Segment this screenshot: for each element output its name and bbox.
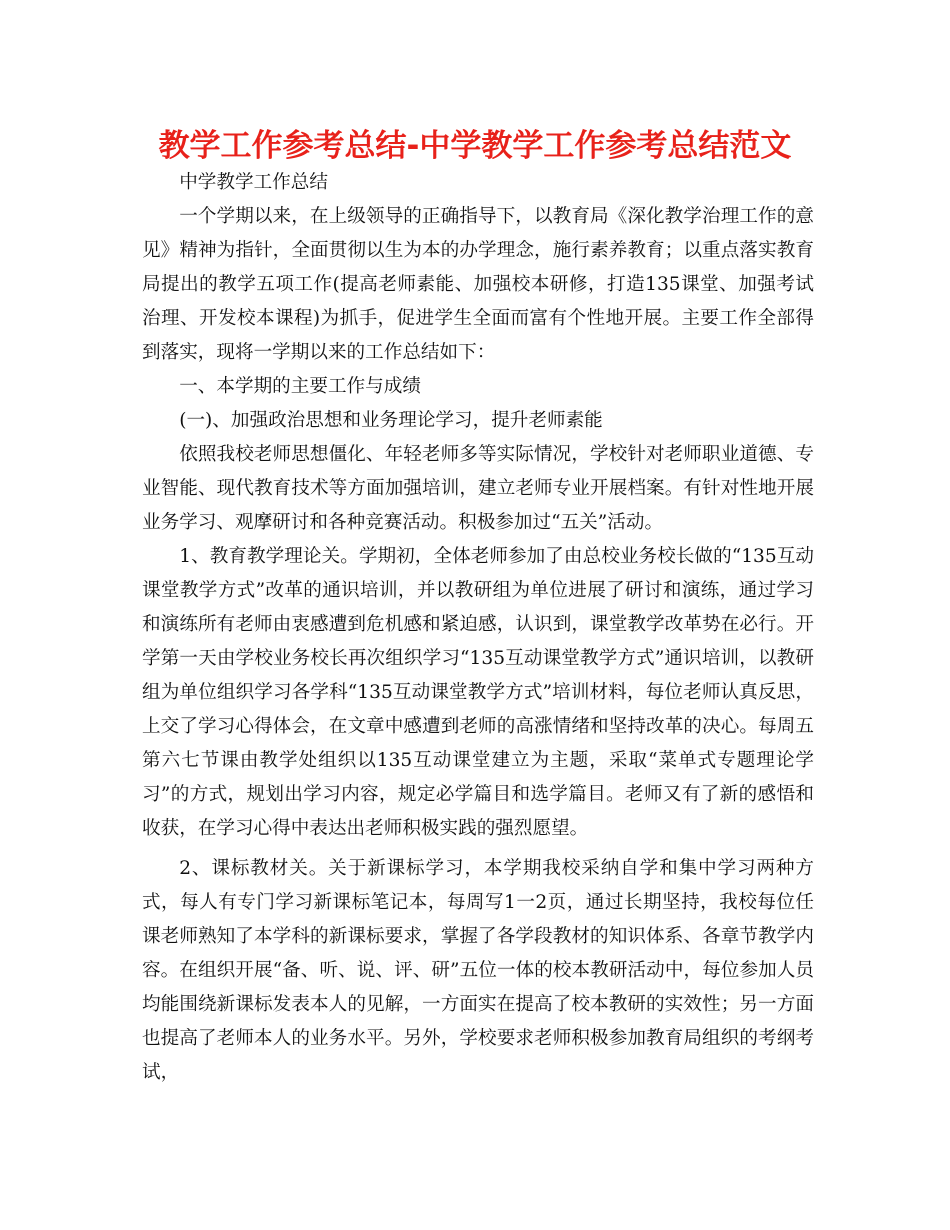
part-heading: 一、本学期的主要工作与成绩 — [179, 376, 421, 397]
document-body — [142, 166, 814, 1090]
section-heading: 中学教学工作总结 — [179, 172, 328, 193]
intro-paragraph: 一个学期以来，在上级领导的正确指导下，以教育局《深化教学治理工作的意见》精神为指针，全面贯彻以生为本的办学理念，施行素养教育；以重点落实教育局提出的教学五项工作(提高老师素能、加强校本研修，打造135课堂、加强考试治理、开发校本课程)为抓手，促进学生全面而富有个性地开展。主要工作全部得到落实，现将一学期以来的工作总结如下： — [142, 206, 814, 363]
body-paragraph: 依照我校老师思想僵化、年轻老师多等实际情况，学校针对老师职业道德、专业智能、现代教育技术等方面加强培训，建立老师专业开展档案。有针对性地开展业务学习、观摩研讨和各种竞赛活动。积极参加过“五关”活动。 — [142, 444, 814, 533]
subsection-heading: (一)、加强政治思想和业务理论学习，提升老师素能 — [179, 410, 603, 431]
item-paragraph-1: 1、教育教学理论关。学期初，全体老师参加了由总校业务校长做的“135互动课堂教学方式”改革的通识培训，并以教研组为单位进展了研讨和演练，通过学习和演练所有老师由衷感遭到危机感和紧迫感，认识到，课堂教学改革势在必行。开学第一天由学校业务校长再次组织学习“135互动课堂教学方式”通识培训，以教研组为单位组织学习各学科“135互动课堂教学方式”培训材料，每位老师认真反思，上交了学习心得体会，在文章中感遭到老师的高涨情绪和坚持改革的决心。每周五第六七节课由教学处组织以135互动课堂建立为主题，采取“菜单式专题理论学习”的方式，规划出学习内容，规定必学篇目和选学篇目。老师又有了新的感悟和收获，在学习心得中表达出老师积极实践的强烈愿望。 — [142, 546, 814, 839]
item-paragraph-2: 2、课标教材关。关于新课标学习，本学期我校采纳自学和集中学习两种方式，每人有专门学习新课标笔记本，每周写1一2页，通过长期坚持，我校每位任课老师熟知了本学科的新课标要求，掌握了各学段教材的知识体系、各章节教学内容。在组织开展“备、听、说、评、研”五位一体的校本教研活动中，每位参加人员均能围绕新课标发表本人的见解，一方面实在提高了校本教研的实效性；另一方面也提高了老师本人的业务水平。另外，学校要求老师积极参加教育局组织的考纲考试， — [142, 858, 814, 1083]
document-title: 教学工作参考总结-中学教学工作参考总结范文 — [158, 128, 792, 164]
